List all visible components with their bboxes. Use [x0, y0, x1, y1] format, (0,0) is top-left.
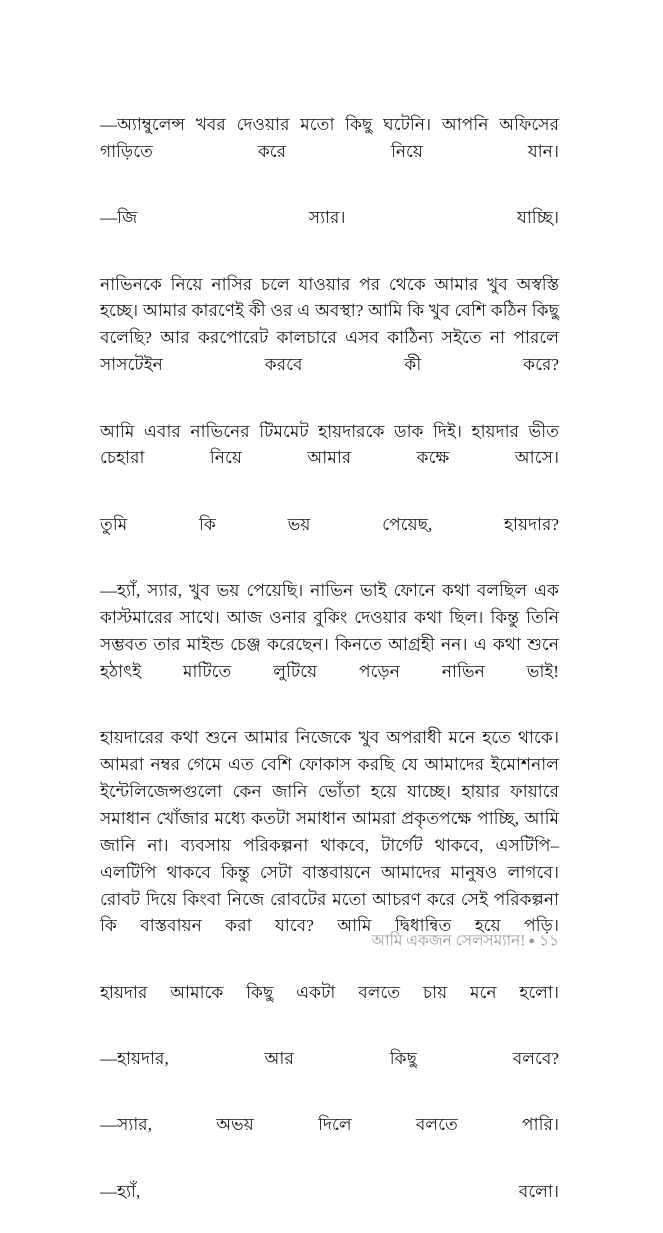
paragraph: —স্যার, অভয় দিলে বলতে পারি। [100, 1115, 559, 1135]
page-footer [100, 930, 559, 952]
paragraph: নাভিনকে নিয়ে নাসির চলে যাওয়ার পর থেকে আমার খুব অস্বস্তি হচ্ছে। আমার কারণেই কী ওর এ অবস্থা? আমি কি খুব বেশি কঠিন কিছু বলেছি? আর করপোরেট কালচারে এসব কাঠিন্য সইতে না পারলে সাসটেইন করবে কী করে? [100, 274, 559, 375]
paragraph: —হ্যাঁ, বলো। [100, 1181, 559, 1201]
paragraph: —অ্যাম্বুলেন্স খবর দেওয়ার মতো কিছু ঘটেনি। আপনি অফিসের গাড়িতে করে নিয়ে যান। [100, 115, 559, 161]
footer-page-number: ১১ [539, 932, 559, 950]
footer-separator-dot: ● [528, 935, 536, 947]
paragraph: হায়দারের কথা শুনে আমার নিজেকে খুব অপরাধী মনে হতে থাকে। আমরা নম্বর গেমে এত বেশি ফোকাস করছি যে আমাদের ইমোশনাল ইন্টেলিজেন্সগুলো কেন জানি ভোঁতা হয়ে যাচ্ছে। হায়ার ফায়ারে সমাধান খোঁজার মধ্যে কতটা সমাধান আমরা প্রকৃতপক্ষে পাচ্ছি, আমি জানি না। ব্যবসায় পরিকল্পনা থাকবে, টার্গেট থাকবে, এসটিপি–এলটিপি থাকবে কিন্তু সেটা বাস্তবায়নে আমাদের মানুষও লাগবে। রোবট দিয়ে কিংবা নিজে রোবটের মতো আচরণ করে সেই পরিকল্পনা কি বাস্তবায়ন করা যাবে? আমি দ্বিধান্বিত হয়ে পড়ি। [100, 728, 559, 936]
paragraph: আমি এবার নাভিনের টিমমেট হায়দারকে ডাক দিই। হায়দার ভীত চেহারা নিয়ে আমার কক্ষে আসে। [100, 421, 559, 468]
paragraph: হায়দার আমাকে কিছু একটা বলতে চায় মনে হলো। [100, 982, 559, 1002]
paragraph: —হ্যাঁ, স্যার, খুব ভয় পেয়েছি। নাভিন ভাই ফোনে কথা বলছিল এক কাস্টমারের সাথে। আজ ওনার বুকিং দেওয়ার কথা ছিল। কিন্তু তিনি সম্ভবত তার মাইন্ড চেঞ্জ করেছেন। কিনতে আগ্রহী নন। এ কথা শুনে হঠাৎই মাটিতে লুটিয়ে পড়েন নাভিন ভাই! [100, 581, 559, 681]
page-text-column [100, 112, 559, 1233]
paragraph: তুমি কি ভয় পেয়েছ, হায়দার? [100, 514, 559, 534]
footer-running-title: আমি একজন সেলসম্যান! [371, 932, 526, 950]
paragraph: —জি স্যার। যাচ্ছি। [100, 208, 559, 228]
paragraph: —হায়দার, আর কিছু বলবে? [100, 1049, 559, 1069]
